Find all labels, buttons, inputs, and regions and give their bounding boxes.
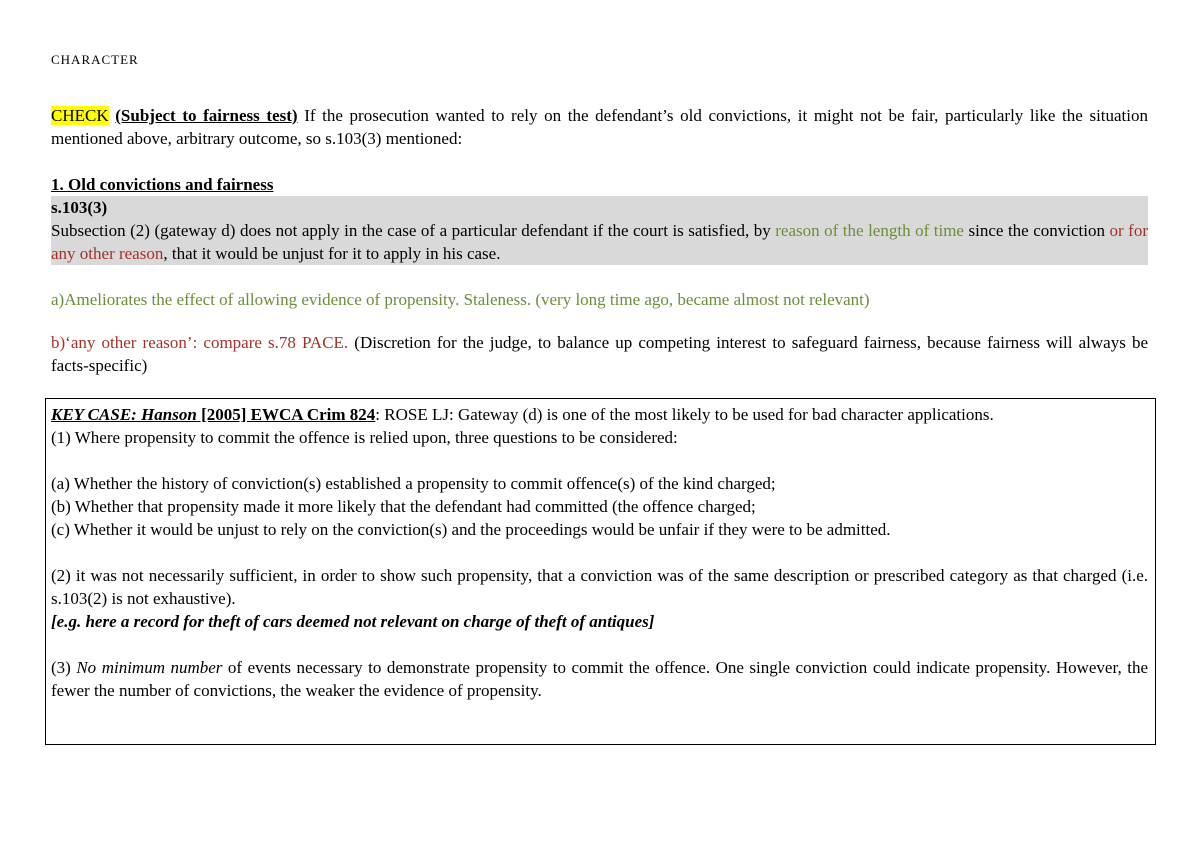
key-case-p3-italic: No minimum number — [76, 658, 223, 677]
document-page — [51, 50, 1148, 377]
statute-text-green: reason of the length of time — [775, 221, 964, 240]
key-case-p3-end: of events necessary to demonstrate propensity to commit the offence. One single conviction could indicate propensity. However, the fewer the number of convictions, the weaker the evidence of propensity. — [51, 658, 1148, 700]
key-case-p3-start: (3) — [51, 658, 77, 677]
key-case-q-b: (b) Whether that propensity made it more likely that the defendant had committed (the offence charged; — [51, 497, 756, 516]
point-b-red: b)‘any other reason’: compare s.78 PACE. — [51, 333, 349, 352]
key-case-q-a: (a) Whether the history of conviction(s) established a propensity to commit offence(s) of the kind charged; — [51, 474, 776, 493]
key-case-intro — [51, 403, 1148, 426]
check-subject: (Subject to fairness test) — [115, 106, 298, 125]
key-case-box — [45, 398, 1156, 745]
statute-text-end: , that it would be unjust for it to apply in his case. — [163, 244, 501, 263]
point-b-black: (Discretion for the judge, to balance up competing interest to safeguard fairness, because fairness will always be facts-specific) — [51, 333, 1148, 375]
key-case-p2-example: [e.g. here a record for theft of cars deemed not relevant on charge of theft of antiques] — [51, 612, 655, 631]
statute-text-red: or for any other reason — [51, 221, 1148, 263]
statute-reference: s.103(3) — [51, 198, 108, 217]
statute-block — [51, 196, 1148, 265]
page-title: CHARACTER — [51, 52, 139, 67]
key-case-intro-text: : ROSE LJ: Gateway (d) is one of the most likely to be used for bad character applications. — [375, 405, 994, 424]
key-case-q-c: (c) Whether it would be unjust to rely on the conviction(s) and the proceedings would be unfair if they were to be admitted. — [51, 520, 891, 539]
key-case-p2: (2) it was not necessarily sufficient, in order to show such propensity, that a conviction was of the same description or prescribed category as that charged (i.e. s.103(2) is not exhaustive). — [51, 566, 1148, 608]
key-case-citation: [2005] EWCA Crim 824 — [196, 405, 376, 424]
check-paragraph — [51, 104, 1148, 150]
key-case-label: KEY CASE: Hanson — [51, 405, 197, 424]
section-heading: 1. Old convictions and fairness — [51, 175, 274, 194]
check-text: If the prosecution wanted to rely on the defendant’s old convictions, it might not be fair, particularly like the situation mentioned above, arbitrary outcome, so s.103(3) mentioned: — [51, 106, 1149, 148]
key-case-p3 — [51, 656, 1148, 702]
statute-text — [51, 219, 1148, 265]
point-b — [51, 331, 1148, 377]
check-label: CHECK — [51, 106, 109, 125]
point-a: a)Ameliorates the effect of allowing evidence of propensity. Staleness. (very long time ago, became almost not relevant) — [51, 290, 870, 309]
statute-text-mid: since the conviction — [963, 221, 1110, 240]
statute-text-start: Subsection (2) (gateway d) does not apply in the case of a particular defendant if the court is satisfied, by — [51, 221, 776, 240]
key-case-q-intro: (1) Where propensity to commit the offence is relied upon, three questions to be considered: — [51, 428, 678, 447]
